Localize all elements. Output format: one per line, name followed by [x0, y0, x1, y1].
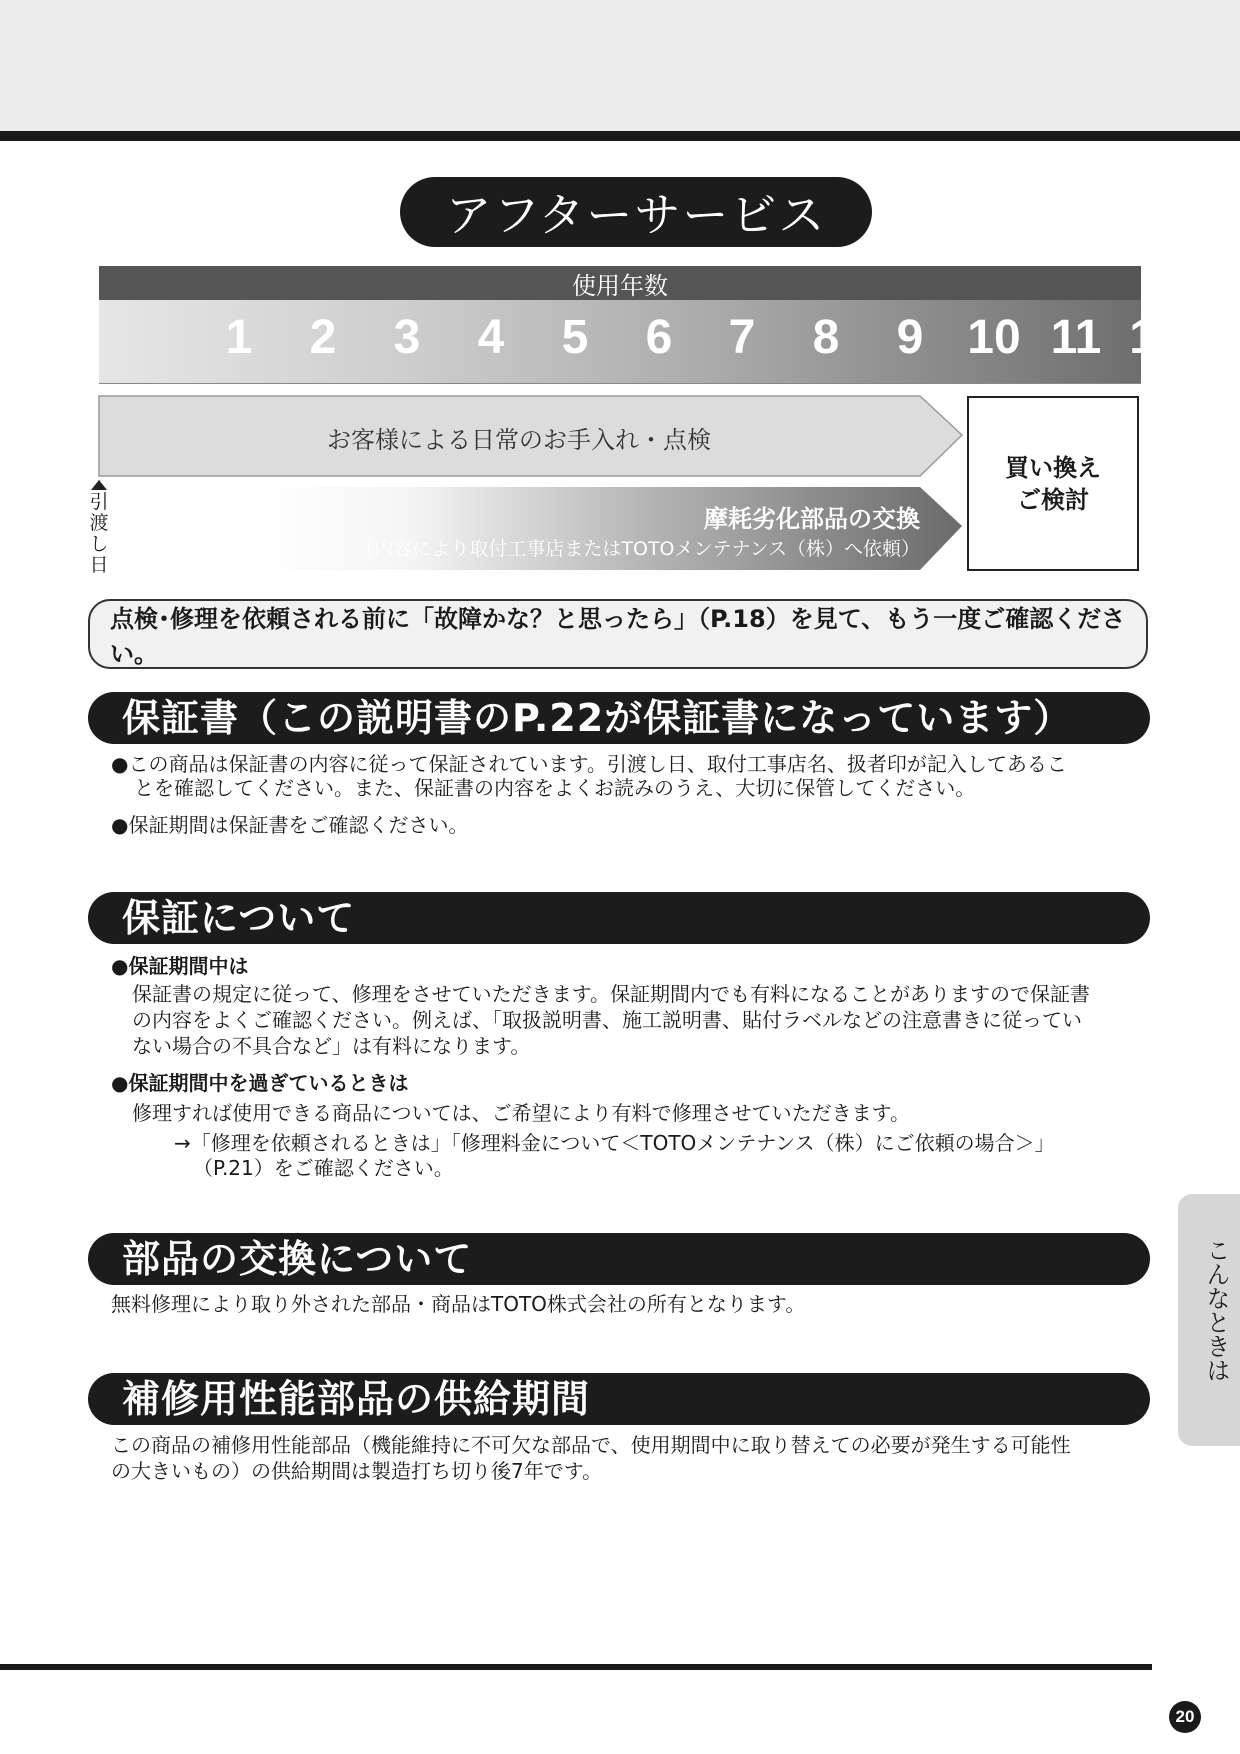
parts-exchange-text: 無料修理により取り外された部品・商品はTOTO株式会社の所有となります。	[111, 1292, 806, 1316]
year-10: 10	[967, 311, 1021, 364]
heading-warranty: 保証について	[88, 892, 1150, 944]
warranty-sub1: ●保証期間中は	[111, 954, 249, 978]
warranty-sub2-line1: 修理すれば使用できる商品については、ご希望により有料で修理させていただきます。	[132, 1101, 910, 1125]
parts-note: （内容により取付工事店またはTOTOメンテナンス（株）へ依頼）	[355, 538, 920, 560]
year-9: 9	[896, 311, 924, 364]
supply-period-line1: この商品の補修用性能部品（機能維持に不可欠な部品で、使用期間中に取り替えての必要が発生する可能性	[111, 1433, 1071, 1457]
page-title: アフターサービス	[400, 177, 872, 247]
heading-parts-exchange: 部品の交換について	[88, 1233, 1150, 1285]
warranty-sub1-line3: ない場合の不具合など」は有料になります。	[132, 1034, 531, 1058]
replace-line2: ご検討	[1017, 485, 1089, 514]
year-1: 1	[225, 311, 253, 364]
warranty-card-bullet2: ●保証期間は保証書をご確認ください。	[111, 813, 469, 837]
parts-label: 摩耗劣化部品の交換	[704, 505, 920, 533]
year-11: 11	[1050, 311, 1102, 364]
notice-box: 点検･修理を依頼される前に「故障かな？と思ったら」（P.18）を見て、もう一度ご確認ください。	[88, 599, 1148, 669]
usage-years-bar	[99, 266, 1183, 384]
top-band	[0, 0, 1240, 132]
year-12: 12	[1129, 311, 1183, 364]
page-number: 20	[1169, 1701, 1201, 1733]
year-7: 7	[728, 311, 756, 364]
year-3: 3	[393, 311, 421, 364]
year-4: 4	[477, 311, 505, 364]
side-tab-label: こんなときは	[1202, 1238, 1230, 1382]
year-5: 5	[561, 311, 589, 364]
bottom-rule	[0, 1664, 1152, 1670]
year-6: 6	[645, 311, 673, 364]
warranty-card-bullet1-line2: とを確認してください。また、保証書の内容をよくお読みのうえ、大切に保管してください。	[134, 776, 976, 800]
heading-supply-period: 補修用性能部品の供給期間	[88, 1373, 1150, 1425]
supply-period-line2: の大きいもの）の供給期間は製造打ち切り後7年です。	[111, 1459, 603, 1483]
heading-warranty-card: 保証書（この説明書のP.22が保証書になっています）	[88, 692, 1150, 744]
warranty-sub2: ●保証期間中を過ぎているときは	[111, 1071, 409, 1095]
year-2: 2	[309, 311, 337, 364]
year-8: 8	[812, 311, 840, 364]
warranty-sub2-ref1: →「修理を依頼されるときは」「修理料金について＜TOTOメンテナンス（株）にご依頼の場合＞」	[174, 1131, 1055, 1155]
years-bottom-line	[99, 383, 1141, 384]
warranty-card-bullet1-line1: ●この商品は保証書の内容に従って保証されています。引渡し日、取付工事店名、扱者印が記入してあるこ	[111, 752, 1067, 776]
replace-line1: 買い換え	[1005, 453, 1101, 482]
maintenance-label: お客様による日常のお手入れ・点検	[327, 426, 711, 454]
warranty-sub2-ref2: （P.21）をご確認ください。	[193, 1156, 454, 1180]
top-rule	[0, 131, 1240, 141]
warranty-sub1-line1: 保証書の規定に従って、修理をさせていただきます。保証期間内でも有料になることがありますので保証書	[132, 982, 1090, 1006]
warranty-sub1-line2: の内容をよくご確認ください。例えば、「取扱説明書、施工説明書、貼付ラベルなどの注意書きに従ってい	[132, 1008, 1082, 1032]
handover-label: 引渡し日	[89, 491, 109, 576]
usage-years-header: 使用年数	[99, 266, 1141, 300]
replacement-box	[967, 396, 1139, 571]
